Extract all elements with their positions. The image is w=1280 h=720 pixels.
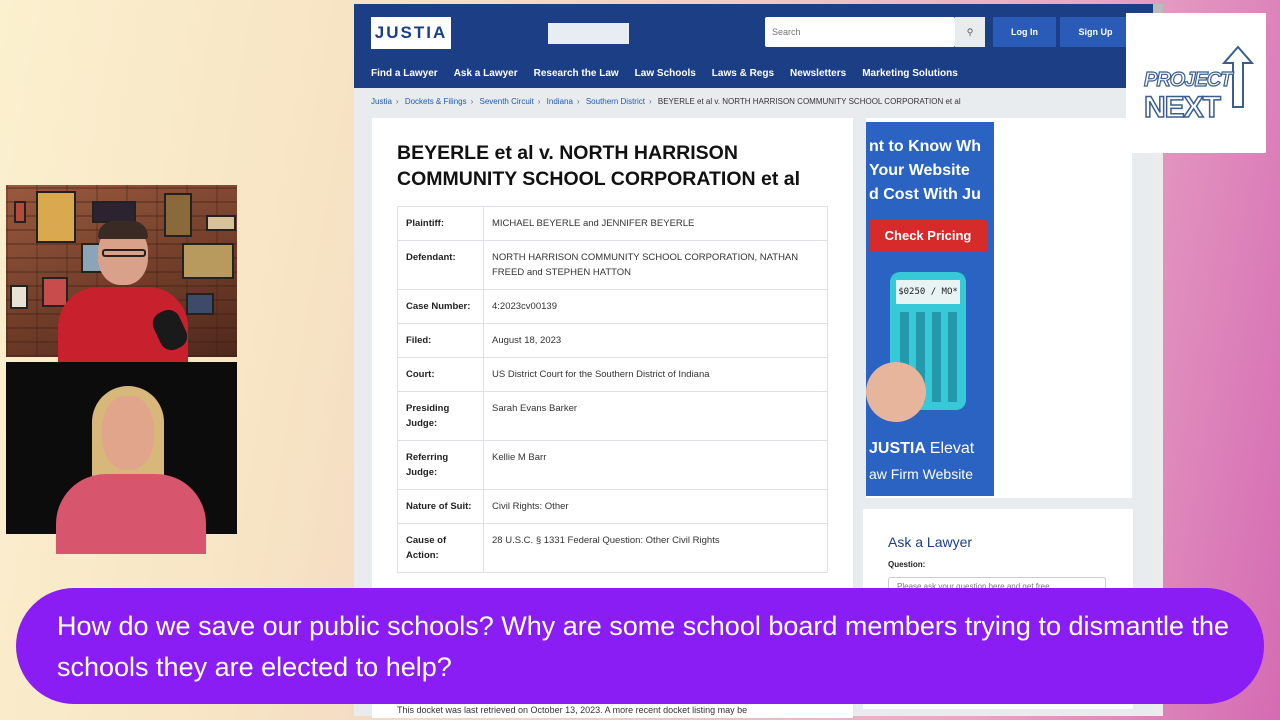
nav-newsletters[interactable]: Newsletters [790, 68, 847, 79]
wall-poster [182, 243, 234, 279]
table-row [398, 290, 828, 324]
breadcrumb-state[interactable]: Indiana [546, 97, 573, 106]
signup-button[interactable]: Sign Up [1060, 17, 1131, 47]
breadcrumb-justia[interactable]: Justia [371, 97, 392, 106]
breadcrumb-circuit[interactable]: Seventh Circuit [479, 97, 534, 106]
table-row [398, 241, 828, 290]
table-row [398, 441, 828, 490]
wall-poster [42, 277, 68, 307]
ad-headline-2: Your Website [869, 162, 970, 179]
check-pricing-button[interactable]: Check Pricing [869, 220, 987, 252]
row-label: Cause of Action: [398, 524, 484, 573]
webcam-host [6, 185, 237, 357]
search-icon: ⚲ [966, 26, 974, 37]
row-value: August 18, 2023 [484, 324, 828, 358]
webcam-guest [6, 362, 237, 534]
row-label: Plaintiff: [398, 207, 484, 241]
advertisement[interactable] [866, 118, 1132, 498]
row-value: 4:2023cv00139 [484, 290, 828, 324]
nav-research-law[interactable]: Research the Law [533, 68, 619, 79]
nav-ask-lawyer[interactable]: Ask a Lawyer [453, 68, 518, 79]
row-value: 28 U.S.C. § 1331 Federal Question: Other Civil Rights [484, 524, 828, 573]
project-next-logo [1126, 13, 1266, 153]
caption-text: How do we save our public schools? Why are some school board members trying to dismantle the schools they are elected to help? [57, 611, 1230, 682]
wall-poster [14, 201, 26, 223]
breadcrumb-current: BEYERLE et al v. NORTH HARRISON COMMUNITY SCHOOL CORPORATION et al [657, 97, 961, 106]
table-row [398, 490, 828, 524]
wall-poster [164, 193, 192, 237]
row-label: Nature of Suit: [398, 490, 484, 524]
row-label: Court: [398, 358, 484, 392]
login-button[interactable]: Log In [993, 17, 1056, 47]
table-row [398, 392, 828, 441]
row-label: Defendant: [398, 241, 484, 290]
wall-poster [186, 293, 214, 315]
row-value: MICHAEL BEYERLE and JENNIFER BEYERLE [484, 207, 828, 241]
search-input[interactable] [765, 17, 955, 47]
table-row [398, 207, 828, 241]
row-value: NORTH HARRISON COMMUNITY SCHOOL CORPORATION, NATHAN FREED and STEPHEN HATTON [484, 241, 828, 290]
breadcrumb-district[interactable]: Southern District [585, 97, 645, 106]
row-label: Filed: [398, 324, 484, 358]
brand-line-next: NEXT [1144, 91, 1221, 124]
row-value: Kellie M Barr [484, 441, 828, 490]
row-value: Sarah Evans Barker [484, 392, 828, 441]
case-details-table [397, 206, 828, 573]
calculator-display: $0250 / MO* [896, 280, 960, 304]
question-label: Question: [888, 560, 926, 569]
site-header [354, 4, 1163, 88]
row-value: Civil Rights: Other [484, 490, 828, 524]
ad-subtext: aw Firm Website [869, 466, 973, 482]
wall-poster [36, 191, 76, 243]
page-title: BEYERLE et al v. NORTH HARRISON COMMUNITY SCHOOL CORPORATION et al [397, 142, 801, 190]
ad-banner[interactable] [866, 122, 994, 496]
host-glasses [102, 249, 146, 257]
caption-banner [16, 588, 1264, 704]
nav-law-schools[interactable]: Law Schools [634, 68, 696, 79]
ask-lawyer-title: Ask a Lawyer [888, 534, 973, 550]
main-nav [371, 68, 958, 79]
justia-logo[interactable]: JUSTIA [371, 17, 451, 49]
row-label: Referring Judge: [398, 441, 484, 490]
logo-tagline [548, 23, 629, 44]
hand-image [866, 362, 926, 422]
table-row [398, 524, 828, 573]
table-row [398, 358, 828, 392]
row-value: US District Court for the Southern District of Indiana [484, 358, 828, 392]
breadcrumb: Justia › Dockets & Filings › Seventh Circuit › Indiana › Southern District › BEYERLE et al v. NORTH HARRISON COMMUNITY SCHOOL CORPORATION et al [371, 97, 961, 106]
nav-marketing[interactable]: Marketing Solutions [862, 68, 958, 79]
docket-retrieved-note: This docket was last retrieved on October 13, 2023. A more recent docket listing may be [397, 705, 748, 715]
host-person [78, 225, 168, 357]
guest-shirt [56, 474, 206, 554]
row-label: Presiding Judge: [398, 392, 484, 441]
search-button[interactable] [955, 17, 985, 47]
ad-headline-1: nt to Know Wh [869, 138, 981, 155]
ad-justia-logo: JUSTIA Elevat [869, 440, 975, 457]
breadcrumb-dockets[interactable]: Dockets & Filings [404, 97, 467, 106]
row-label: Case Number: [398, 290, 484, 324]
table-row [398, 324, 828, 358]
guest-face [102, 396, 154, 470]
host-hair [98, 221, 148, 239]
nav-laws-regs[interactable]: Laws & Regs [711, 68, 775, 79]
ad-headline-3: d Cost With Ju [869, 186, 981, 203]
wall-poster [10, 285, 28, 309]
nav-find-lawyer[interactable]: Find a Lawyer [371, 68, 438, 79]
wall-poster [92, 201, 136, 223]
brand-line-project: PROJECT [1144, 69, 1232, 91]
wall-poster [206, 215, 236, 231]
